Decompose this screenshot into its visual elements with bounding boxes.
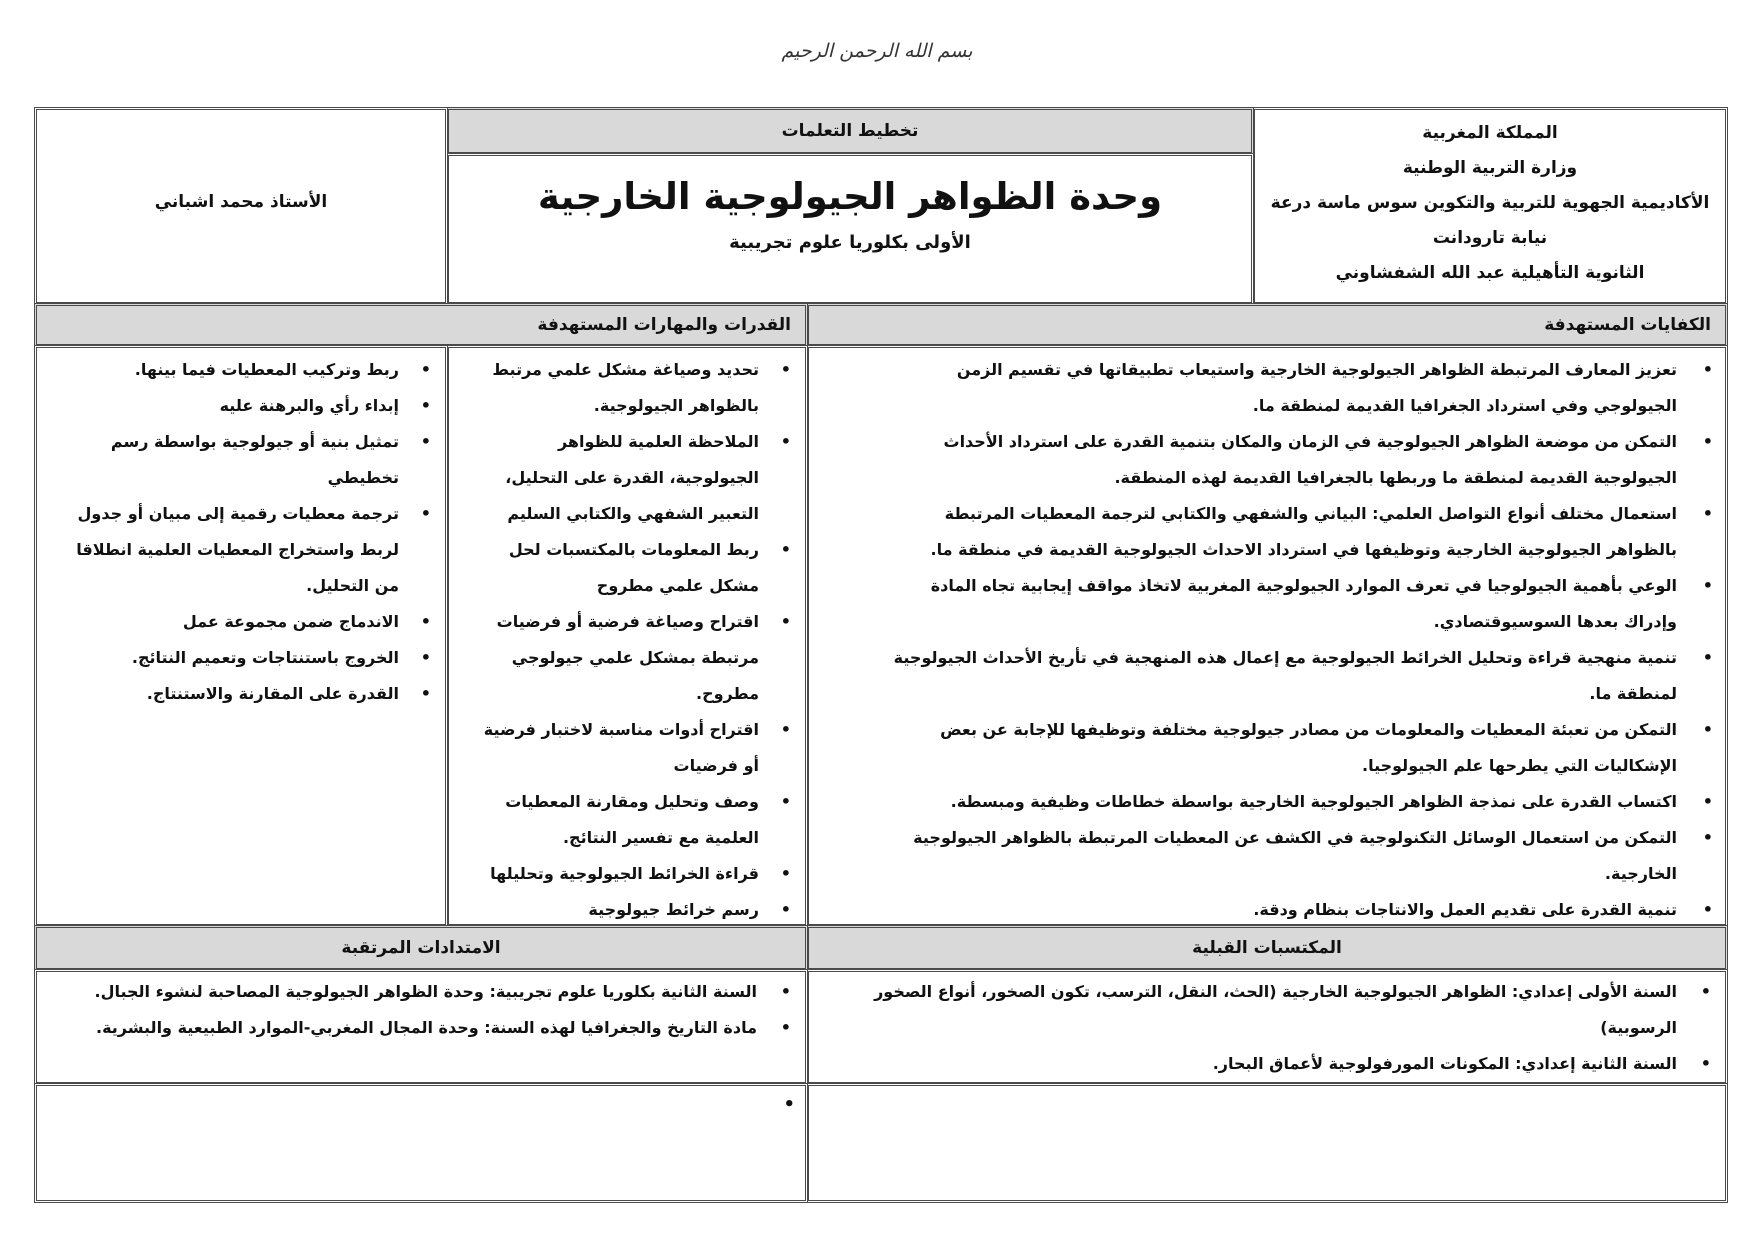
ability-item: • وصف وتحليل ومقارنة المعطيات العلمية مع تفسير النتائج. (477, 784, 805, 856)
ability-item: • الخروج باستنتاجات وتعميم النتائج. (65, 640, 445, 676)
competency-item: • تعزيز المعارف المرتبطة الظواهر الجيولوجية الخارجية واستيعاب تطبيقاتها في تقسيم الزمن الجيولوجي وفي استرداد الجغرافيا القديمة لمنطقة ما. (873, 352, 1725, 424)
ability-item: • ربط المعلومات بالمكتسبات لحل مشكل علمي مطروح (477, 532, 805, 604)
competency-item: • الوعي بأهمية الجيولوجيا في تعرف الموارد الجيولوجية المغربية لاتخاذ مواقف إيجابية تجاه المادة وإدراك بعدها السوسيوقتصادي. (873, 568, 1725, 640)
abilities-col-2 (34, 345, 448, 927)
ability-item: • تحديد وصياغة مشكل علمي مرتبط بالظواهر الجيولوجية. (477, 352, 805, 424)
competency-item: • التمكن من موضعة الظواهر الجيولوجية في الزمان والمكان بتنمية القدرة على استرداد الأحداث الجيولوجية القديمة لمنطقة ما وربطها بالجغرافيا القديمة لهذه المنطقة. (873, 424, 1725, 496)
competencies-heading: الكفايات المستهدفة (1544, 315, 1711, 335)
prerequisites-heading: المكتسبات القبلية (1192, 938, 1342, 958)
academy-line: الأكاديمية الجهوية للتربية والتكوين سوس ماسة درعة (1270, 193, 1710, 213)
abilities-list-2 (37, 352, 445, 712)
competencies-body (806, 345, 1728, 927)
school-line: الثانوية التأهيلية عبد الله الشفشاوني (1335, 263, 1645, 283)
ability-item: • قراءة الخرائط الجيولوجية وتحليلها (477, 856, 805, 892)
unit-title-cell (446, 153, 1254, 305)
abilities-heading-cell (34, 303, 808, 347)
teacher-name: الأستاذ محمد اشباني (154, 192, 328, 212)
empty-bullet: • (783, 1094, 795, 1115)
ability-item: • ربط وتركيب المعطيات فيما بينها. (65, 352, 445, 388)
ability-item: • القدرة على المقارنة والاستنتاج. (65, 676, 445, 712)
kingdom-line: المملكة المغربية (1422, 123, 1558, 143)
unit-title: وحدة الظواهر الجيولوجية الخارجية (537, 175, 1163, 218)
abilities-col-1 (446, 345, 808, 927)
planning-label: تخطيط التعلمات (781, 121, 919, 141)
prerequisites-body (806, 969, 1728, 1085)
prerequisite-item: • السنة الثانية إعدادي: المكونات المورفولوجية لأعماق البحار. (827, 1046, 1725, 1082)
extensions-heading: الامتدادات المرتقبة (341, 938, 501, 958)
ability-item: • الاندماج ضمن مجموعة عمل (65, 604, 445, 640)
ability-item: • ترجمة معطيات رقمية إلى مبيان أو جدول لربط واستخراج المعطيات العلمية انطلاقا من التحليل. (65, 496, 445, 604)
competency-item: • تنمية منهجية قراءة وتحليل الخرائط الجيولوجية مع إعمال هذه المنهجية في تأريخ الأحداث الجيولوجية لمنطقة ما. (873, 640, 1725, 712)
competencies-heading-cell (806, 303, 1728, 347)
empty-cell-right (806, 1083, 1728, 1203)
ministry-line: وزارة التربية الوطنية (1402, 158, 1578, 178)
prerequisites-list (809, 974, 1725, 1082)
ability-item: • اقتراح أدوات مناسبة لاختبار فرضية أو فرضيات (477, 712, 805, 784)
level-label: الأولى بكلوريا علوم تجريبية (729, 232, 971, 253)
ability-item: • تمثيل بنية أو جيولوجية بواسطة رسم تخطيطي (65, 424, 445, 496)
extension-item: • السنة الثانية بكلوريا علوم تجريبية: وحدة الظواهر الجيولوجية المصاحبة لنشوء الجبال. (61, 974, 805, 1010)
ability-item: • الملاحظة العلمية للظواهر الجيولوجية، القدرة على التحليل، التعبير الشفهي والكتابي السليم (477, 424, 805, 532)
prerequisite-item: • السنة الأولى إعدادي: الظواهر الجيولوجية الخارجية (الحث، النقل، الترسب، تكون الصخور، أنواع الصخور الرسوبية) (827, 974, 1725, 1046)
basmala-calligraphy: بسم الله الرحمن الرحيم (781, 40, 973, 62)
directorate-line: نيابة تارودانت (1432, 228, 1548, 248)
extensions-heading-cell (34, 925, 808, 971)
teacher-cell (34, 107, 448, 305)
competency-item: • التمكن من استعمال الوسائل التكنولوجية في الكشف عن المعطيات المرتبطة بالظواهر الجيولوجية الخارجية. (873, 820, 1725, 892)
institution-lines (1255, 116, 1725, 291)
competencies-list (809, 352, 1725, 928)
extensions-list (37, 974, 805, 1046)
institution-block (1252, 107, 1728, 305)
planning-label-cell (446, 107, 1254, 155)
competency-item: • استعمال مختلف أنواع التواصل العلمي: البياني والشفهي والكتابي لترجمة المعطيات المرتبطة بالظواهر الجيولوجية الخارجية وتوظيفها في استرداد الاحداث الجيولوجية القديمة في منطقة ما. (873, 496, 1725, 568)
abilities-list-1 (449, 352, 805, 928)
extension-item: • مادة التاريخ والجغرافيا لهذه السنة: وحدة المجال المغربي-الموارد الطبيعية والبشرية. (61, 1010, 805, 1046)
competency-item: • تنمية القدرة على تقديم العمل والانتاجات بنظام ودقة. (873, 892, 1725, 928)
ability-item: • رسم خرائط جيولوجية (477, 892, 805, 928)
extensions-body (34, 969, 808, 1085)
prerequisites-heading-cell (806, 925, 1728, 971)
empty-cell-left (34, 1083, 808, 1203)
ability-item: • إبداء رأي والبرهنة عليه (65, 388, 445, 424)
competency-item: • التمكن من تعبئة المعطيات والمعلومات من مصادر جيولوجية مختلفة وتوظيفها للإجابة عن بعض الإشكاليات التي يطرحها علم الجيولوجيا. (873, 712, 1725, 784)
abilities-heading: القدرات والمهارات المستهدفة (537, 315, 791, 335)
ability-item: • اقتراح وصياغة فرضية أو فرضيات مرتبطة بمشكل علمي جيولوجي مطروح. (477, 604, 805, 712)
competency-item: • اكتساب القدرة على نمذجة الظواهر الجيولوجية الخارجية بواسطة خطاطات وظيفية ومبسطة. (873, 784, 1725, 820)
